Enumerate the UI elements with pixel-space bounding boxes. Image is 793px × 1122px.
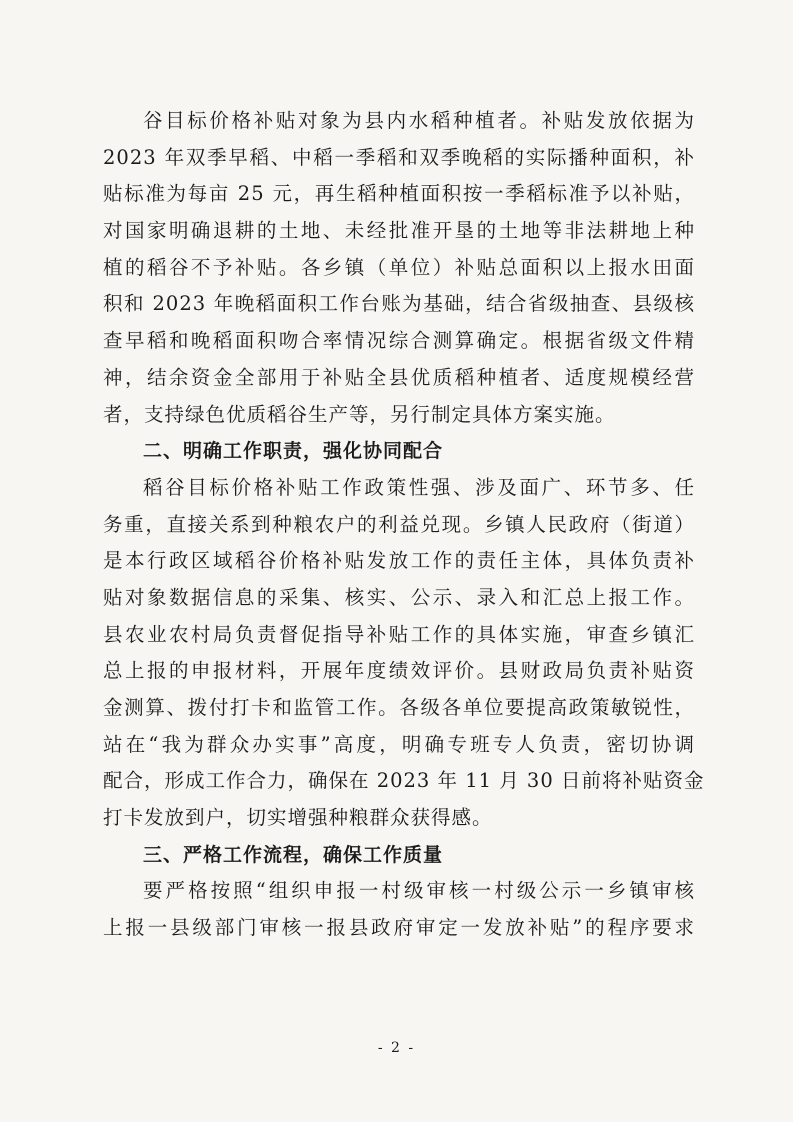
paragraph-line: 贴标准为每亩 25 元，再生稻种植面积按一季稻标准予以补贴，: [103, 182, 695, 206]
paragraph-line: 要严格按照“组织申报一村级审核一村级公示一乡镇审核: [143, 879, 695, 903]
paragraph-line: 查早稻和晚稻面积吻合率情况综合测算确定。根据省级文件精: [103, 329, 695, 353]
paragraph-line: 总上报的申报材料，开展年度绩效评价。县财政局负责补贴资: [103, 659, 695, 683]
paragraph-line: 贴对象数据信息的采集、核实、公示、录入和汇总上报工作。: [103, 585, 695, 609]
paragraph-line: 谷目标价格补贴对象为县内水稻种植者。补贴发放依据为: [143, 109, 695, 132]
paragraph-line: 金测算、拨付打卡和监管工作。各级各单位要提高政策敏锐性，: [103, 696, 695, 719]
section-heading: 二、明确工作职责，强化协同配合: [143, 440, 444, 463]
paragraph-line: 对国家明确退耕的土地、未经批准开垦的土地等非法耕地上种: [103, 219, 695, 243]
paragraph-line: 者，支持绿色优质稻谷生产等，另行制定具体方案实施。: [103, 402, 616, 426]
page-number: - 2 -: [377, 1040, 416, 1056]
paragraph-line: 是本行政区域稻谷价格补贴发放工作的责任主体，具体负责补: [103, 549, 695, 573]
paragraph-line: 打卡发放到户，切实增强种粮群众获得感。: [103, 806, 493, 830]
paragraph-line: 配合，形成工作合力，确保在 2023 年 11 月 30 日前将补贴资金: [103, 769, 705, 793]
document-body: [103, 103, 705, 947]
paragraph-line: 稻谷目标价格补贴工作政策性强、涉及面广、环节多、任: [143, 475, 695, 499]
paragraph-line: 上报一县级部门审核一报县政府审定一发放补贴”的程序要求: [103, 916, 695, 940]
paragraph-line: 神，结余资金全部用于补贴全县优质稻种植者、适度规模经营: [103, 365, 695, 389]
section-heading: 三、严格工作流程，确保工作质量: [143, 843, 444, 866]
paragraph-line: 站在“我为群众办实事”高度，明确专班专人负责，密切协调: [103, 732, 695, 756]
bleed-through-artifact: [130, 8, 690, 48]
paragraph-line: 务重，直接关系到种粮农户的利益兑现。乡镇人民政府（街道）: [103, 512, 695, 536]
paragraph-line: 植的稻谷不予补贴。各乡镇（单位）补贴总面积以上报水田面: [103, 255, 695, 279]
paragraph-line: 县农业农村局负责督促指导补贴工作的具体实施，审查乡镇汇: [103, 622, 695, 646]
paragraph-line: 2023 年双季早稻、中稻一季稻和双季晚稻的实际播种面积，补: [103, 145, 695, 169]
paragraph-line: 积和 2023 年晚稻面积工作台账为基础，结合省级抽查、县级核: [103, 292, 695, 316]
